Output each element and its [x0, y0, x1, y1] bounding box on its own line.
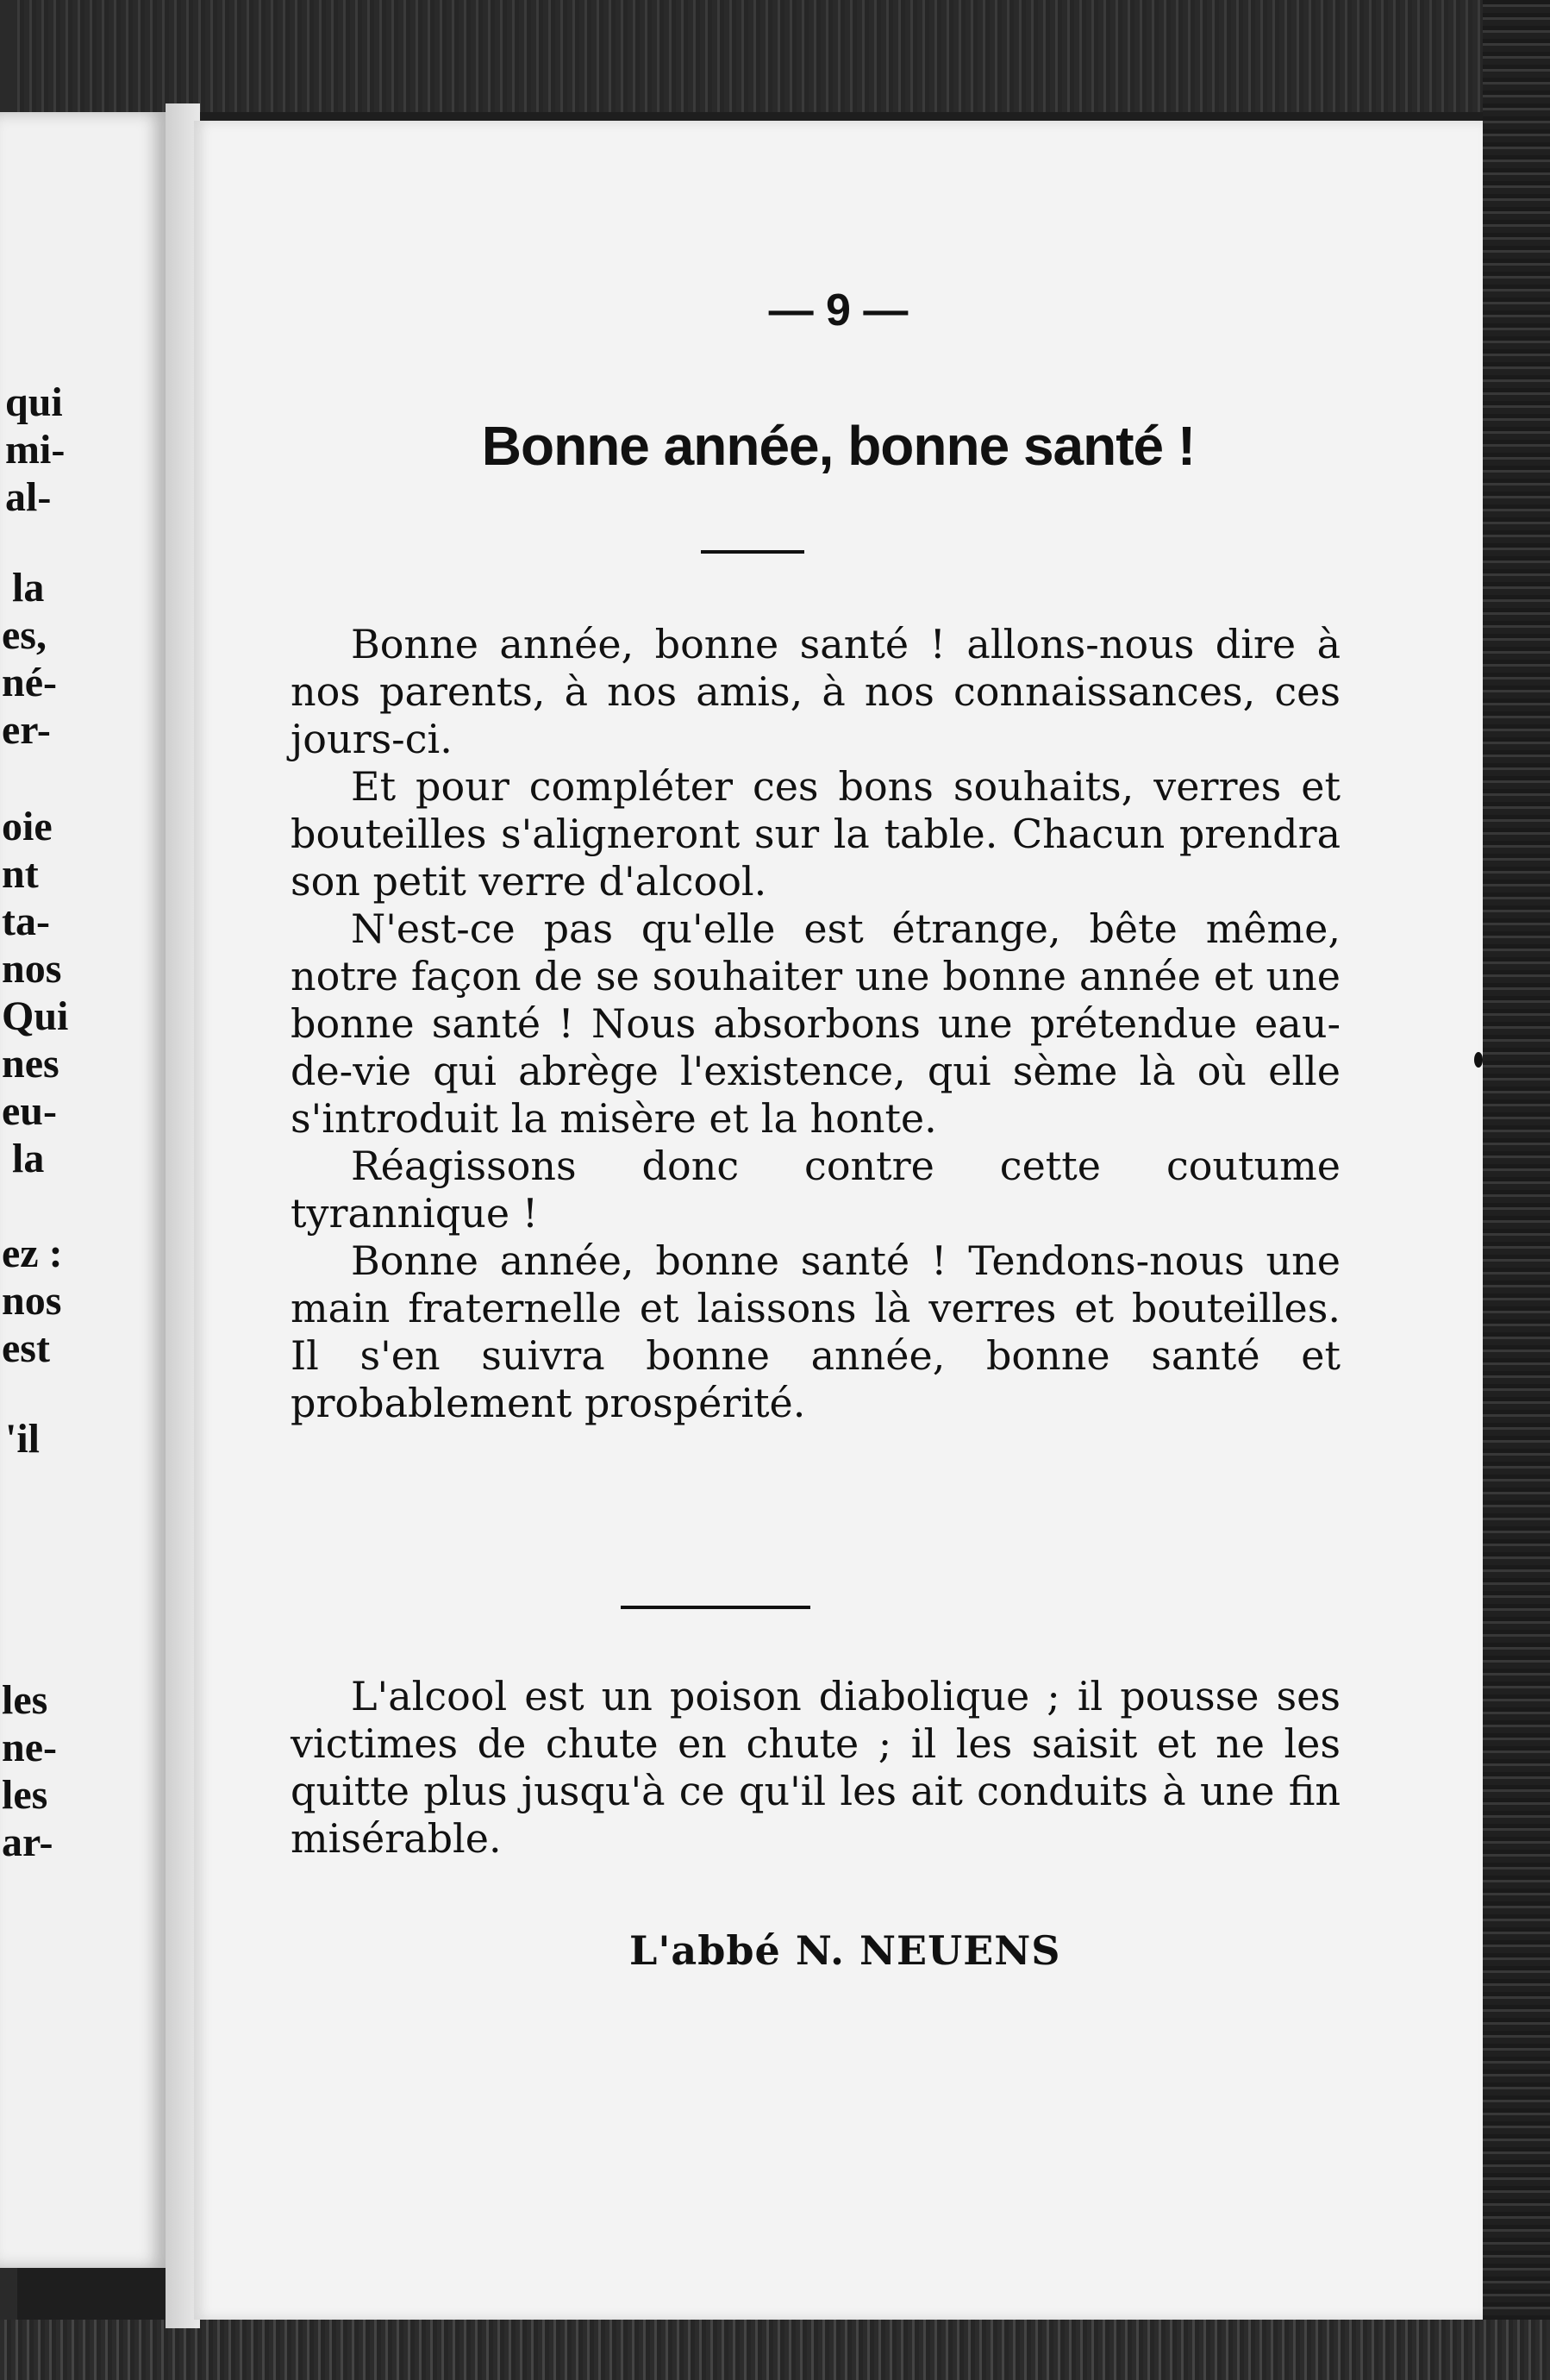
quote-block	[291, 1673, 1341, 1863]
left-fragment: né-	[2, 660, 57, 705]
left-fragment: nos	[2, 1278, 62, 1324]
left-page	[0, 112, 171, 2268]
left-fragment: mi-	[5, 427, 66, 473]
left-fragment: qui	[5, 379, 63, 425]
left-fragment: les	[2, 1772, 48, 1818]
paragraph: Bonne année, bonne santé ! allons-nous dire à nos parents, à nos amis, à nos connaissances, ces jours-ci.	[291, 621, 1341, 762]
left-fragment: les	[2, 1677, 48, 1723]
left-fragment: ar-	[2, 1819, 53, 1865]
left-fragment: al-	[5, 474, 52, 520]
left-fragment: nos	[2, 946, 62, 992]
left-fragment: oie	[2, 804, 53, 849]
left-fragment: eu-	[2, 1088, 57, 1134]
left-fragment: nes	[2, 1041, 59, 1087]
author-signature: L'abbé N. NEUENS	[629, 1927, 1061, 1974]
paragraph: Et pour compléter ces bons souhaits, verres et bouteilles s'aligneront sur la table. Chacun prendra son petit verre d'alcool.	[291, 763, 1341, 905]
section-divider	[621, 1606, 810, 1609]
left-fragment: ez :	[2, 1231, 63, 1276]
left-fragment: nt	[2, 851, 39, 897]
left-fragment: est	[2, 1325, 50, 1371]
page-number: — 9 —	[768, 285, 909, 335]
right-page	[194, 121, 1483, 2320]
paragraph: N'est-ce pas qu'elle est étrange, bête même, notre façon de se souhaiter une bonne année et une bonne santé ! Nous absorbons une prétendue eau-de-vie qui abrège l'existence, qui sème là où elle s'introduit la misère et la honte.	[291, 905, 1341, 1142]
left-fragment: er-	[2, 707, 51, 753]
left-fragment: Qui	[2, 993, 69, 1039]
paragraph: Bonne année, bonne santé ! Tendons-nous une main fraternelle et laissons là verres et bouteilles. Il s'en suivra bonne année, bonne santé et probablement prospérité.	[291, 1237, 1341, 1426]
left-fragment: la	[12, 1136, 45, 1181]
left-fragment: ne-	[2, 1725, 57, 1770]
book-cover-top	[0, 0, 1550, 112]
page-title: Bonne année, bonne santé !	[481, 415, 1196, 477]
left-fragment: ta-	[2, 899, 50, 944]
book-cover-bottom	[0, 2320, 1550, 2380]
left-fragment: es,	[2, 612, 47, 658]
page-speck	[1474, 1052, 1483, 1068]
left-fragment: la	[12, 565, 45, 611]
book-cover-right	[1483, 0, 1550, 2380]
quote-paragraph: L'alcool est un poison diabolique ; il pousse ses victimes de chute en chute ; il les saisit et ne les quitte plus jusqu'à ce qu'il les ait conduits à une fin misérable.	[291, 1673, 1341, 1862]
article-body	[291, 621, 1341, 1427]
left-fragment: 'il	[5, 1416, 41, 1462]
paragraph: Réagissons donc contre cette coutume tyrannique !	[291, 1143, 1341, 1237]
title-divider	[701, 550, 804, 554]
